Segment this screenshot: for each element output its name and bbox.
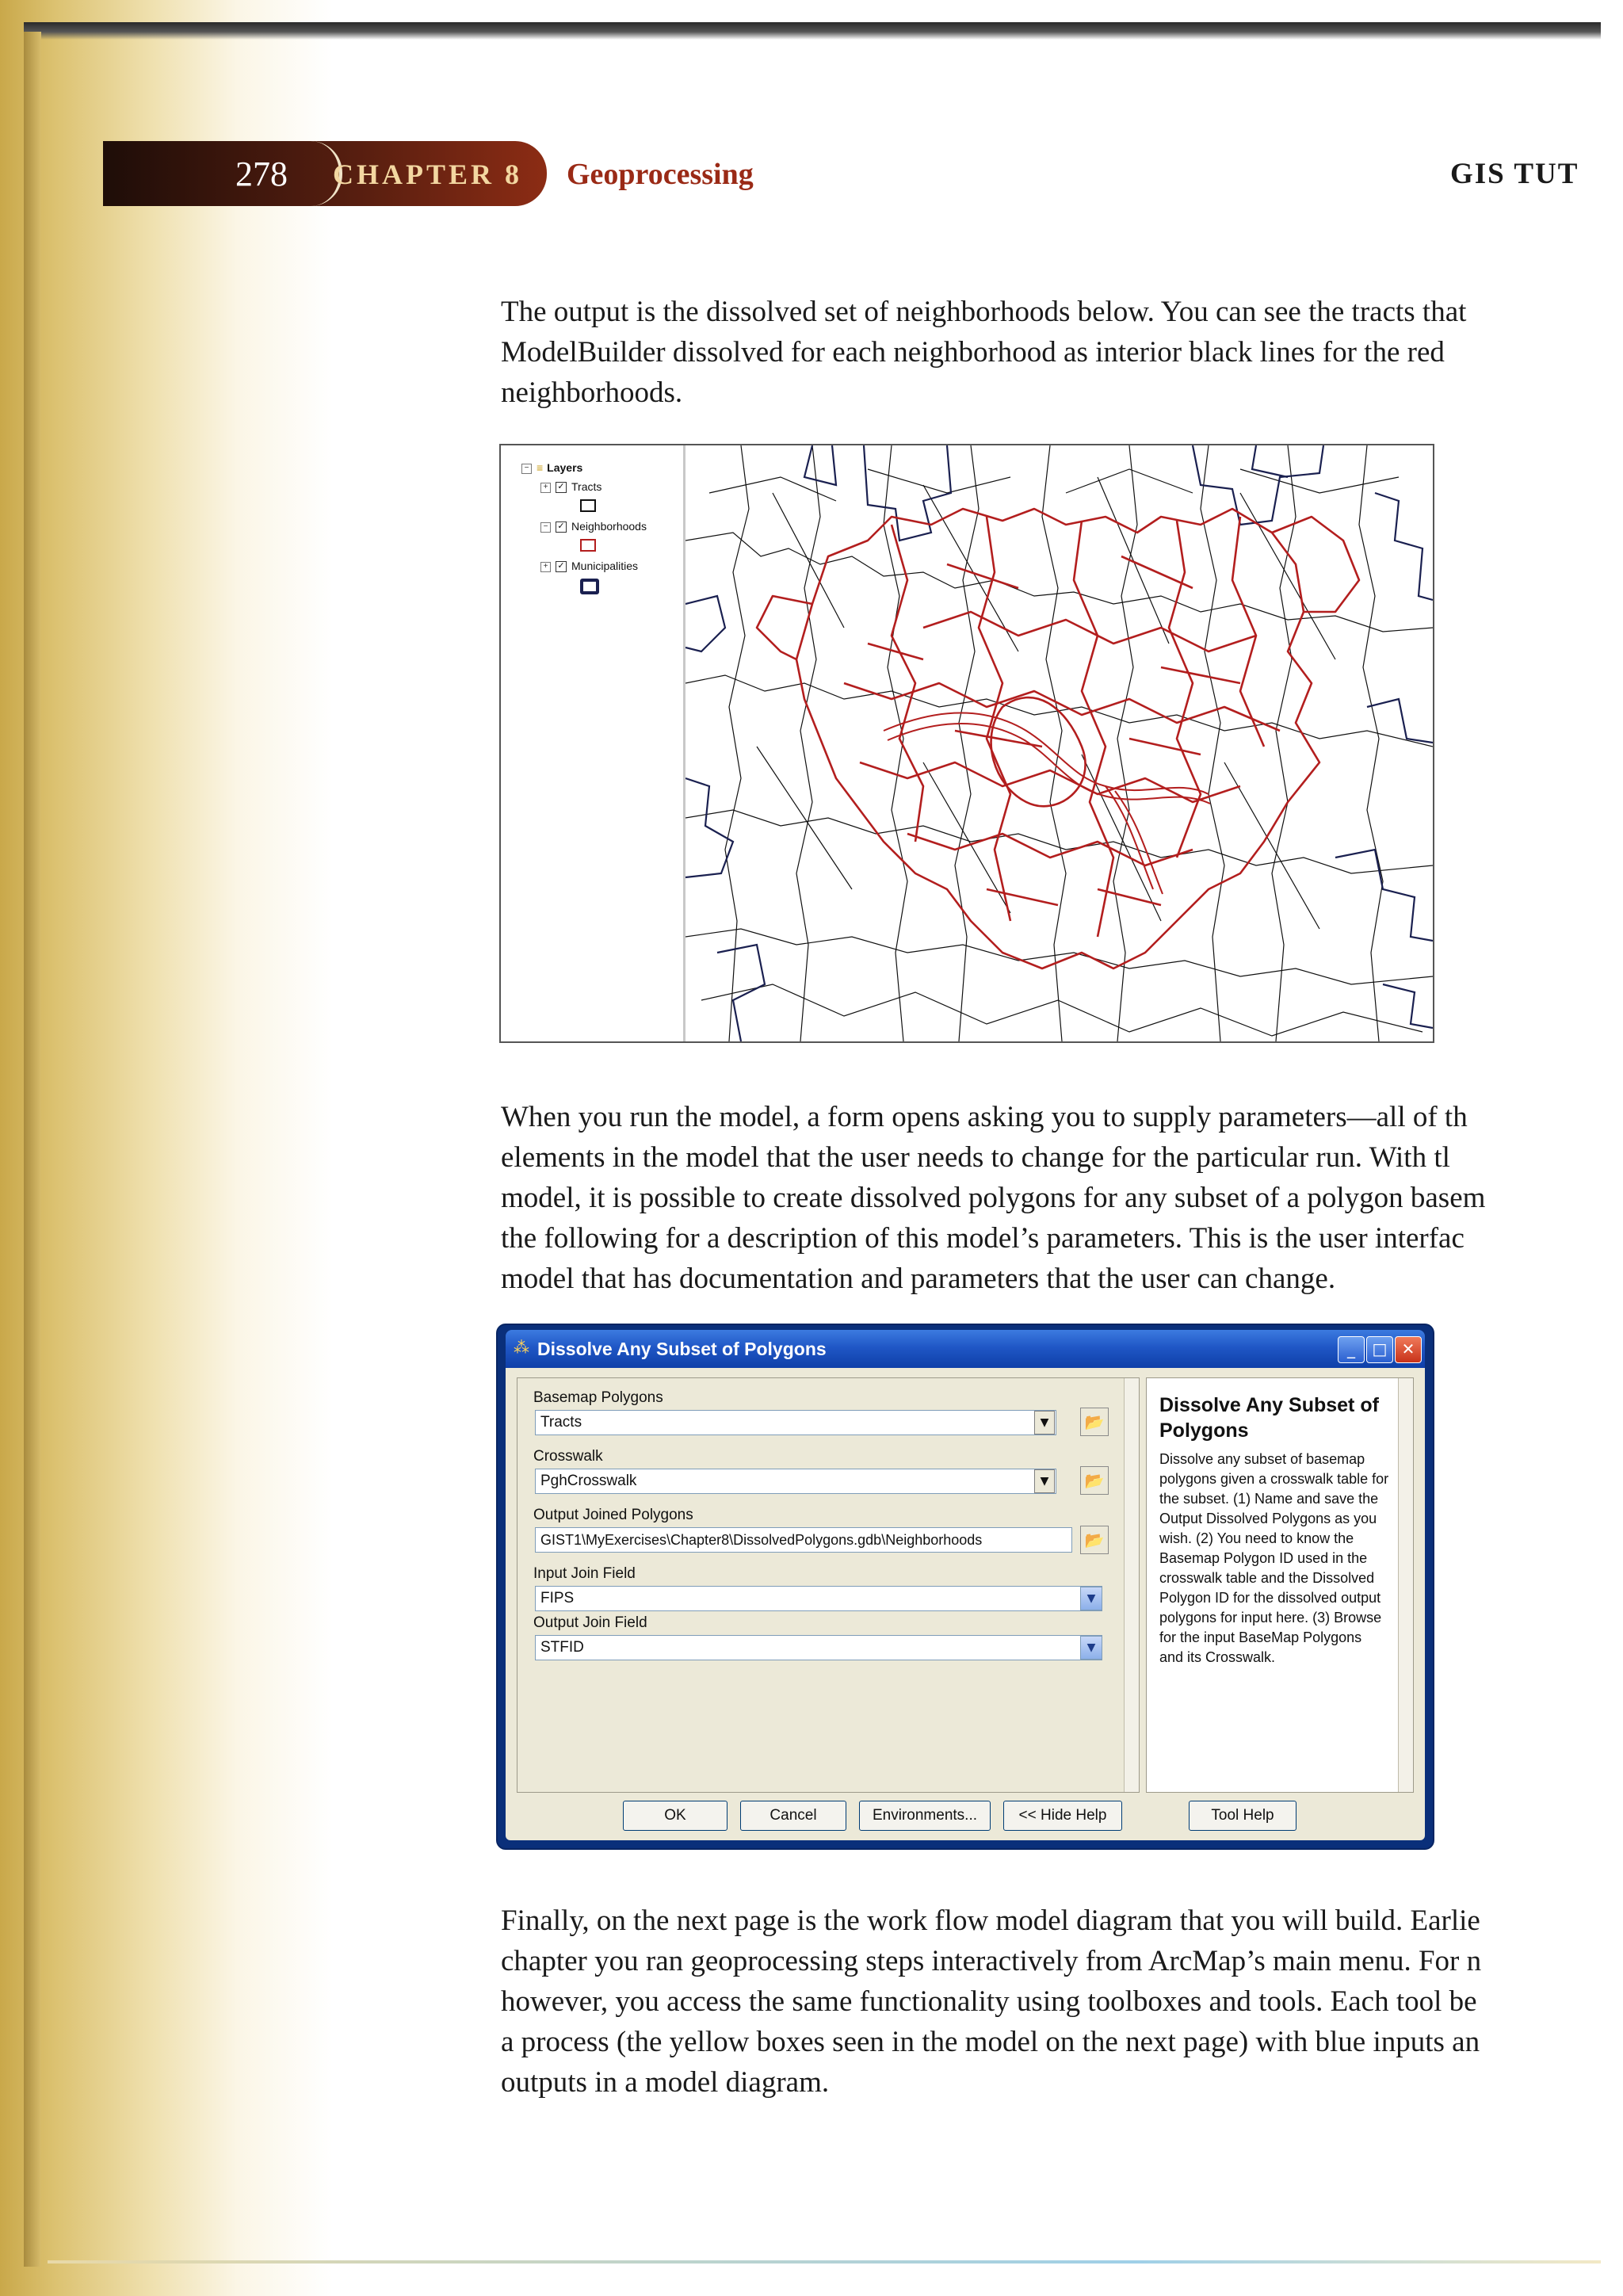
output-joined-polygons-input[interactable]: GIST1\MyExercises\Chapter8\DissolvedPolygons.gdb\Neighborhoods bbox=[535, 1527, 1072, 1553]
paragraph-line: chapter you ran geoprocessing steps interactively from ArcMap’s main menu. For n bbox=[501, 1945, 1482, 1977]
paragraph-2 bbox=[501, 1097, 1601, 1299]
page-top-shadow bbox=[24, 22, 1601, 40]
map-display[interactable] bbox=[685, 445, 1433, 1041]
dissolve-dialog bbox=[498, 1325, 1433, 1848]
paragraph-line: neighborhoods. bbox=[501, 376, 683, 409]
parameters-scrollbar[interactable] bbox=[1124, 1378, 1139, 1792]
ok-button[interactable]: OK bbox=[623, 1801, 727, 1831]
basemap-polygons-label: Basemap Polygons bbox=[533, 1389, 663, 1406]
toc-layers-row[interactable] bbox=[521, 460, 582, 476]
close-button[interactable]: ✕ bbox=[1395, 1336, 1422, 1363]
tracts-symbol bbox=[580, 499, 596, 512]
maximize-button[interactable]: □ bbox=[1366, 1336, 1393, 1363]
crosswalk-label: Crosswalk bbox=[533, 1448, 603, 1465]
paragraph-line: The output is the dissolved set of neighborhoods below. You can see the tracts that bbox=[501, 296, 1467, 328]
tool-help-button[interactable]: Tool Help bbox=[1189, 1801, 1296, 1831]
toc-municipalities-row[interactable] bbox=[540, 558, 638, 574]
chevron-down-icon[interactable]: ▼ bbox=[1080, 1587, 1102, 1610]
paragraph-line: Finally, on the next page is the work flow model diagram that you will build. Earlie bbox=[501, 1904, 1480, 1937]
page-number: 278 bbox=[235, 155, 288, 193]
parameters-pane bbox=[517, 1377, 1140, 1793]
paragraph-line: When you run the model, a form opens asking you to supply parameters—all of th bbox=[501, 1101, 1468, 1133]
toc-neighborhoods-label: Neighborhoods bbox=[571, 520, 647, 533]
dialog-title: Dissolve Any Subset of Polygons bbox=[537, 1339, 827, 1359]
collapse-icon[interactable]: − bbox=[540, 522, 551, 533]
collapse-icon[interactable]: − bbox=[521, 464, 532, 474]
paragraph-1 bbox=[501, 292, 1601, 413]
crosswalk-combo[interactable]: PghCrosswalk bbox=[535, 1469, 1056, 1494]
paragraph-line: model, it is possible to create dissolved polygons for any subset of a polygon basem bbox=[501, 1182, 1486, 1214]
expand-icon[interactable]: + bbox=[540, 483, 551, 493]
bottom-rule bbox=[48, 2260, 1601, 2264]
layers-icon: ≡ bbox=[537, 461, 544, 474]
toc-tracts-row[interactable] bbox=[540, 479, 601, 495]
paragraph-line: however, you access the same functionality using toolboxes and tools. Each tool be bbox=[501, 1985, 1477, 2018]
help-text: Dissolve any subset of basemap polygons given a crosswalk table for the subset. (1) Name and save the Output Dissolved Polygons as you wish. (2) You need to know the Basemap Polygon ID used in the crosswalk table and the Dissolved Polygon ID for the dissolved output polygons for input here. (3) Browse for the input BaseMap Polygons and its Crosswalk. bbox=[1159, 1451, 1389, 1665]
dialog-title-bar[interactable] bbox=[506, 1330, 1425, 1368]
neighborhoods-symbol bbox=[580, 539, 596, 552]
toc-tracts-label: Tracts bbox=[571, 480, 602, 493]
hide-help-button[interactable]: << Hide Help bbox=[1003, 1801, 1122, 1831]
chevron-down-icon[interactable]: ▼ bbox=[1034, 1411, 1055, 1435]
paragraph-line: model that has documentation and parameters that the user can change. bbox=[501, 1263, 1336, 1295]
paragraph-line: the following for a description of this model’s parameters. This is the user interfac bbox=[501, 1222, 1465, 1255]
section-title: Geoprocessing bbox=[567, 158, 754, 191]
checkbox-checked-icon[interactable]: ✓ bbox=[556, 561, 567, 572]
output-joined-polygons-label: Output Joined Polygons bbox=[533, 1507, 693, 1523]
basemap-polygons-combo[interactable]: Tracts bbox=[535, 1410, 1056, 1435]
checkbox-checked-icon[interactable]: ✓ bbox=[556, 521, 567, 533]
paragraph-line: elements in the model that the user needs to change for the particular run. With tl bbox=[501, 1141, 1450, 1174]
chevron-down-icon[interactable]: ▼ bbox=[1080, 1636, 1102, 1660]
open-folder-icon[interactable]: 📂 bbox=[1080, 1408, 1109, 1436]
output-join-field-combo[interactable]: STFID bbox=[535, 1635, 1102, 1660]
book-spine-edge bbox=[24, 32, 41, 2267]
model-tool-icon: ⁂ bbox=[514, 1338, 529, 1357]
chevron-down-icon[interactable]: ▼ bbox=[1034, 1469, 1055, 1493]
input-join-field-label: Input Join Field bbox=[533, 1565, 636, 1582]
input-join-field-combo[interactable]: FIPS bbox=[535, 1586, 1102, 1611]
open-folder-icon[interactable]: 📂 bbox=[1080, 1466, 1109, 1495]
cancel-button[interactable]: Cancel bbox=[740, 1801, 846, 1831]
book-title: GIS TUT bbox=[1450, 158, 1579, 190]
municipalities-symbol bbox=[580, 579, 599, 594]
toc-neighborhoods-row[interactable] bbox=[540, 518, 647, 534]
help-pane bbox=[1146, 1377, 1414, 1793]
table-of-contents bbox=[501, 445, 685, 1041]
paragraph-line: a process (the yellow boxes seen in the model on the next page) with blue inputs an bbox=[501, 2026, 1480, 2058]
checkbox-checked-icon[interactable]: ✓ bbox=[556, 482, 567, 493]
output-join-field-label: Output Join Field bbox=[533, 1614, 647, 1631]
running-header bbox=[103, 141, 1601, 206]
help-title: Dissolve Any Subset of Polygons bbox=[1159, 1394, 1379, 1442]
help-scrollbar[interactable] bbox=[1398, 1378, 1413, 1792]
map-figure bbox=[499, 444, 1434, 1043]
environments-button[interactable]: Environments... bbox=[859, 1801, 991, 1831]
dialog-body bbox=[506, 1368, 1425, 1840]
expand-icon[interactable]: + bbox=[540, 562, 551, 572]
toc-layers-label: Layers bbox=[547, 461, 583, 474]
chapter-label: CHAPTER 8 bbox=[333, 159, 523, 190]
paragraph-line: ModelBuilder dissolved for each neighborhood as interior black lines for the red bbox=[501, 336, 1445, 369]
open-folder-icon[interactable]: 📂 bbox=[1080, 1526, 1109, 1554]
paragraph-3 bbox=[501, 1901, 1601, 2103]
toc-municipalities-label: Municipalities bbox=[571, 560, 639, 572]
neighborhood-map-svg bbox=[685, 445, 1433, 1041]
minimize-button[interactable]: _ bbox=[1338, 1336, 1365, 1363]
paragraph-line: outputs in a model diagram. bbox=[501, 2066, 830, 2099]
